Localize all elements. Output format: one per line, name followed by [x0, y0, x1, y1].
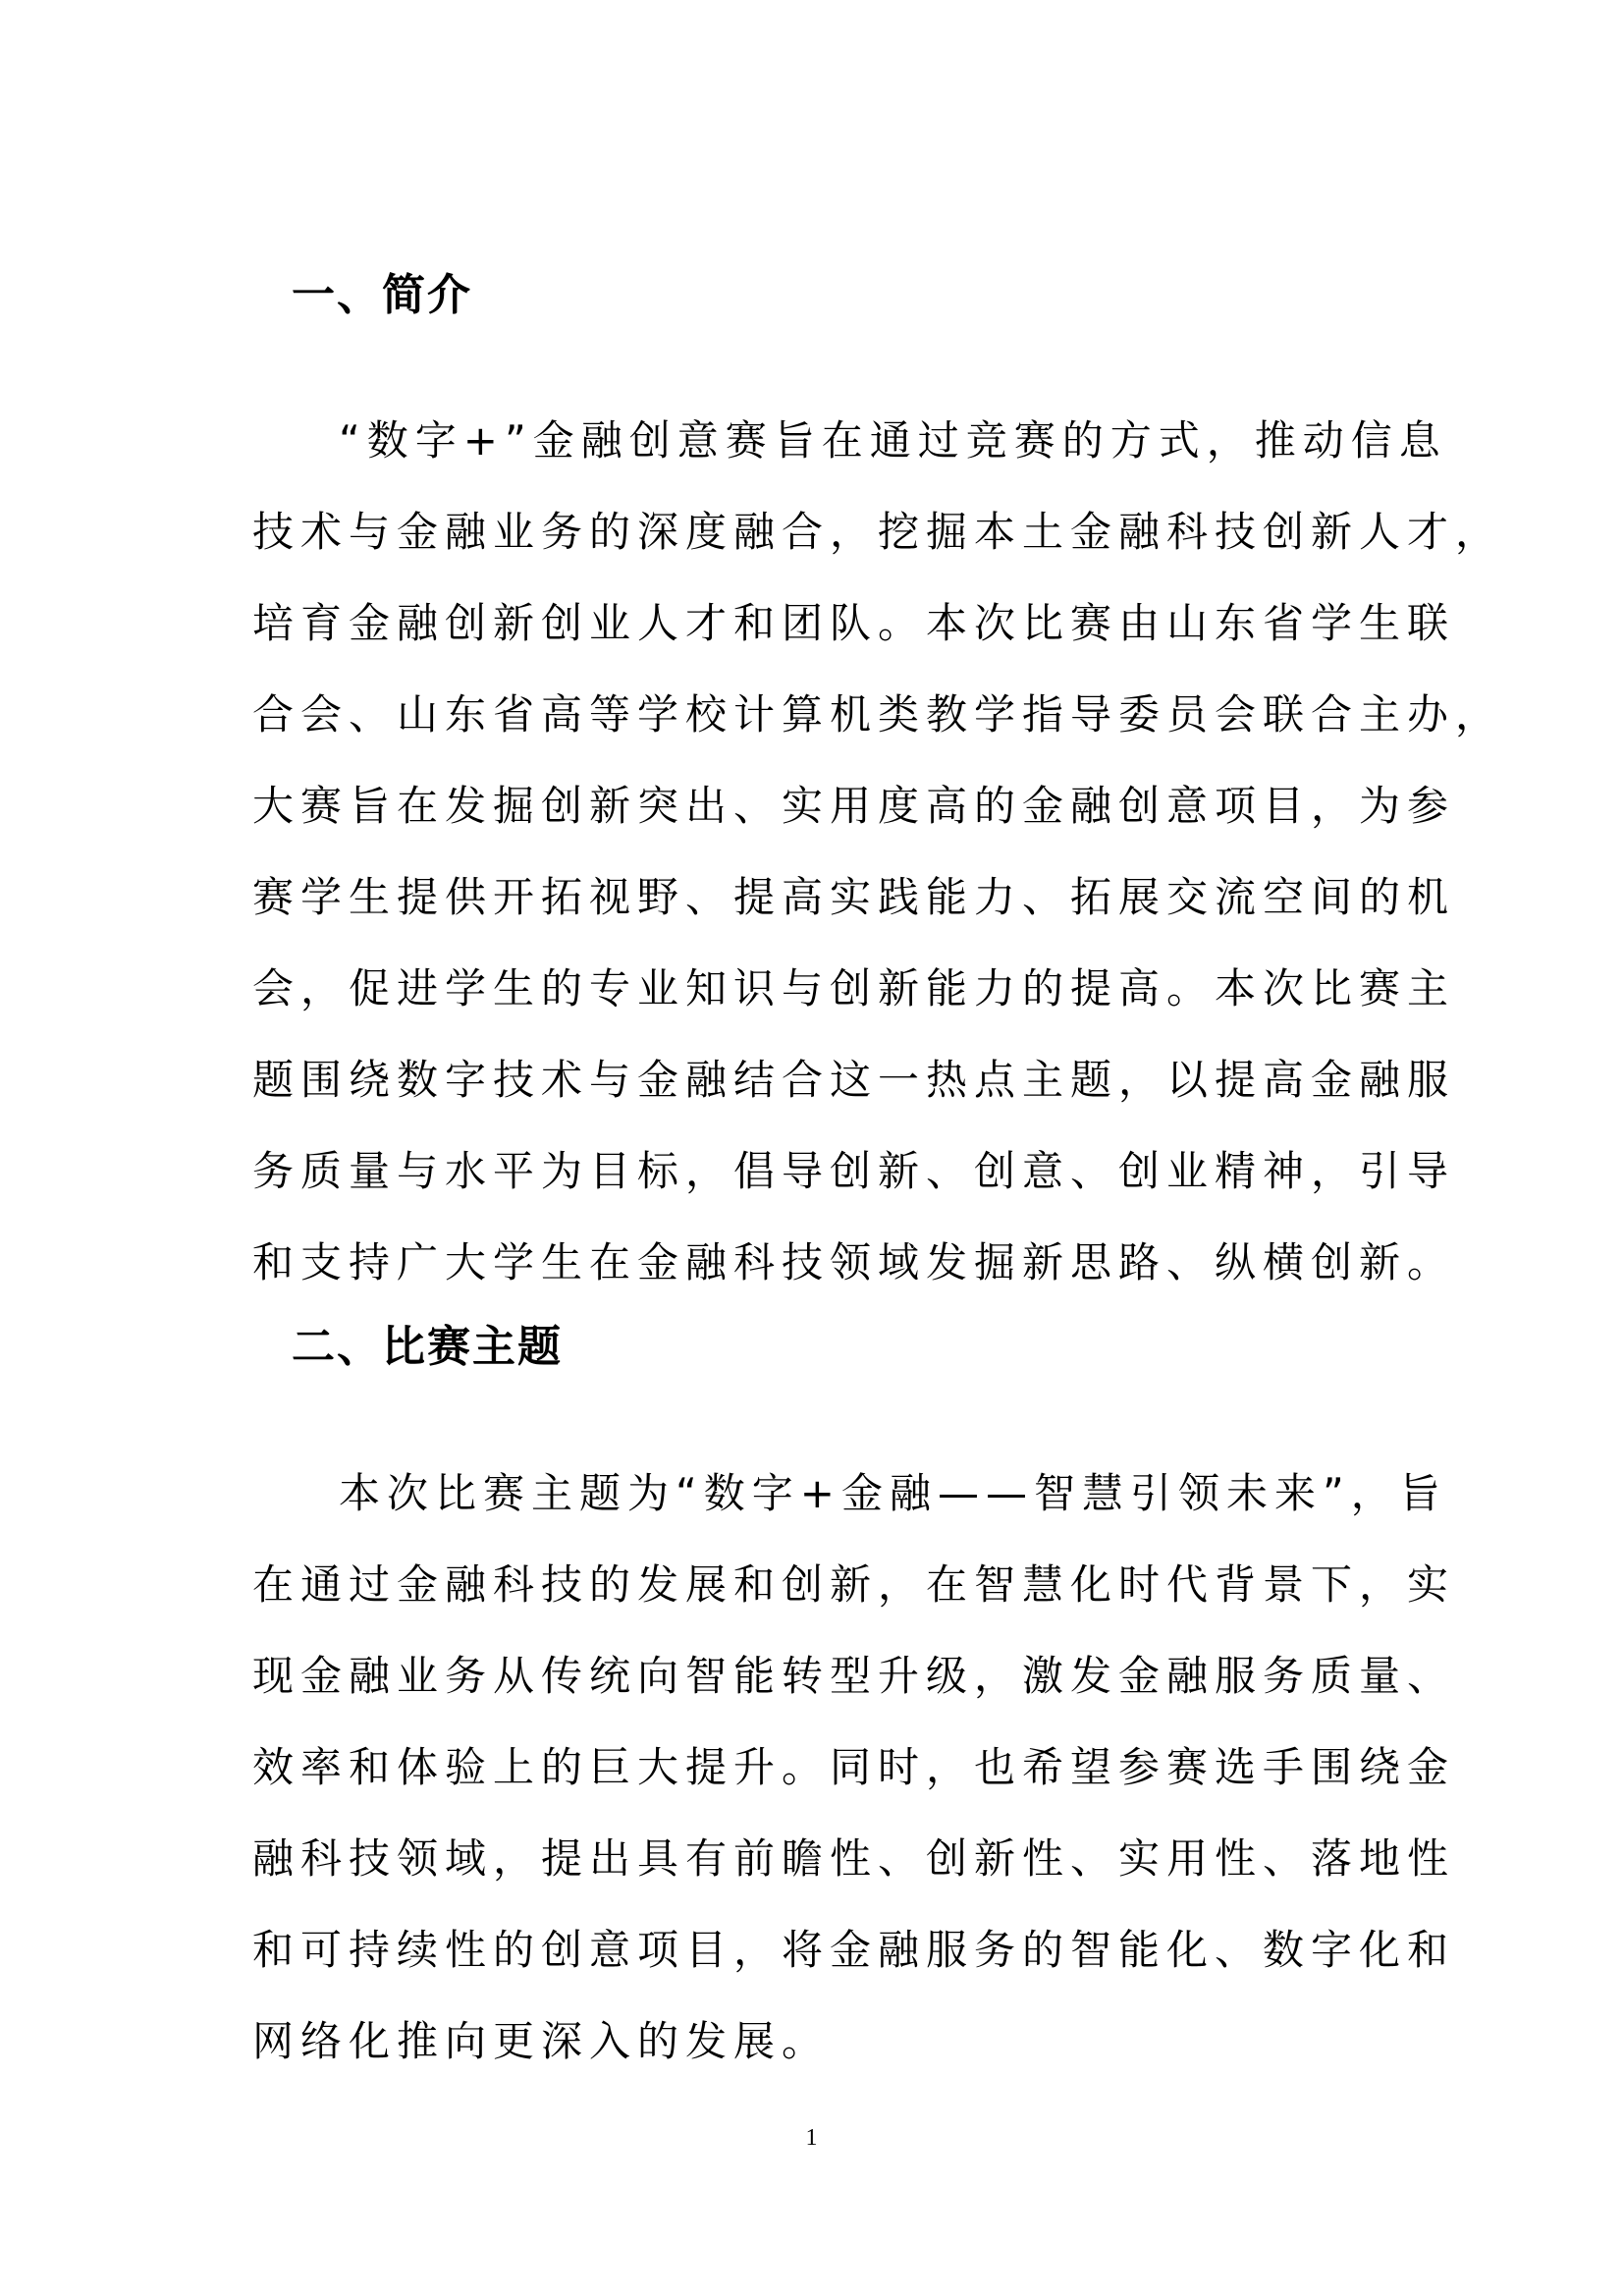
paragraph-line: 和支持广大学生在金融科技领域发掘新思路、纵横创新。	[252, 1238, 1456, 1286]
paragraph-line: 会，促进学生的专业知识与创新能力的提高。本次比赛主	[252, 964, 1456, 1012]
paragraph-line: 务质量与水平为目标，倡导创新、创意、创业精神，引导	[252, 1147, 1456, 1195]
paragraph-line: 融科技领域，提出具有前瞻性、创新性、实用性、落地性	[252, 1834, 1456, 1883]
intro-paragraph	[252, 395, 1504, 1308]
paragraph-line: 题围绕数字技术与金融结合这一热点主题，以提高金融服	[252, 1056, 1456, 1104]
paragraph-line: 赛学生提供开拓视野、提高实践能力、拓展交流空间的机	[252, 873, 1456, 921]
section-heading-theme: 二、比赛主题	[292, 1322, 563, 1372]
paragraph-line: 本次比赛主题为“数字+金融——智慧引领未来”，旨	[339, 1469, 1447, 1517]
paragraph-line: 现金融业务从传统向智能转型升级，激发金融服务质量、	[252, 1652, 1456, 1700]
paragraph-line: 效率和体验上的巨大提升。同时，也希望参赛选手围绕金	[252, 1743, 1456, 1791]
paragraph-line: 培育金融创新创业人才和团队。本次比赛由山东省学生联	[252, 599, 1456, 647]
paragraph-line: 在通过金融科技的发展和创新，在智慧化时代背景下，实	[252, 1560, 1456, 1609]
section-heading-intro: 一、简介	[292, 270, 472, 320]
theme-paragraph	[252, 1448, 1456, 2087]
paragraph-line: “数字+”金融创意赛旨在通过竞赛的方式，推动信息	[339, 416, 1447, 465]
page-number: 1	[805, 2125, 818, 2151]
paragraph-line: 大赛旨在发掘创新突出、实用度高的金融创意项目，为参	[252, 782, 1456, 830]
paragraph-line: 和可持续性的创意项目，将金融服务的智能化、数字化和	[252, 1926, 1456, 1974]
paragraph-line: 网络化推向更深入的发展。	[252, 2017, 831, 2065]
paragraph-line: 技术与金融业务的深度融合，挖掘本土金融科技创新人才，	[252, 508, 1504, 556]
paragraph-line: 合会、山东省高等学校计算机类教学指导委员会联合主办，	[252, 690, 1504, 738]
